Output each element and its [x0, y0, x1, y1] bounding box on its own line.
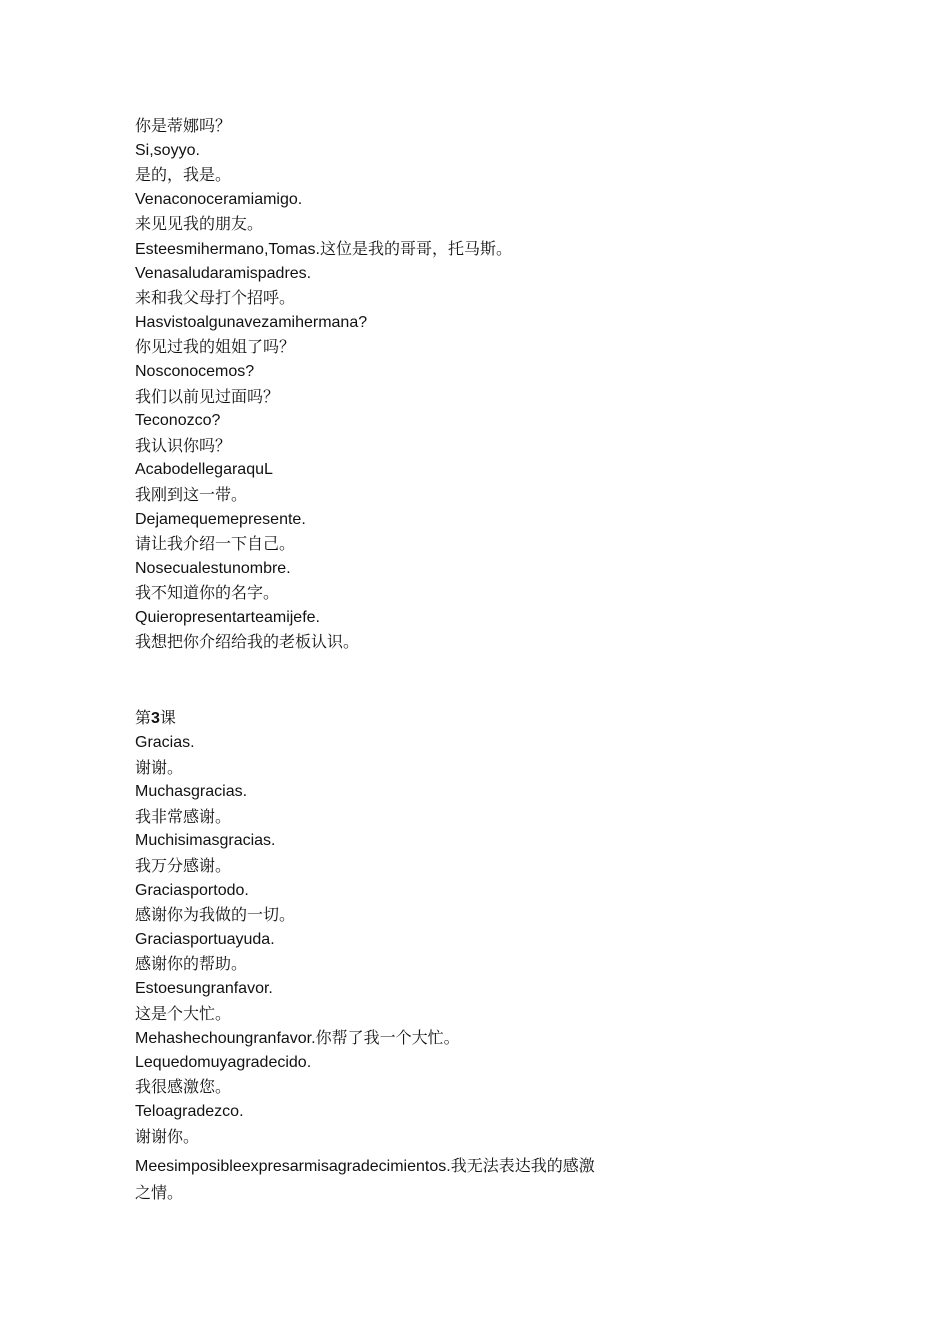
- phrase-zh: 我想把你介绍给我的老板认识。: [135, 632, 360, 652]
- phrase-mixed: [135, 1026, 605, 1051]
- lesson-number: 3: [151, 710, 160, 728]
- phrase-zh: 你帮了我一个大忙。: [315, 1028, 460, 1048]
- phrase-zh: 是的，我是。: [135, 165, 232, 185]
- phrase-zh: 感谢你为我做的一切。: [135, 905, 296, 925]
- phrase-es: Meesimposibleexpresarmisagradecimientos.: [135, 1158, 451, 1176]
- phrase-zh: 我不知道你的名字。: [135, 583, 280, 603]
- phrase-zh: 来和我父母打个招呼。: [135, 288, 296, 308]
- phrase-es: Quieropresentarteamijefe.: [135, 608, 320, 626]
- phrase-es: Nosecualestunombre.: [135, 559, 291, 577]
- phrase-es: Dejamequemepresente.: [135, 510, 306, 528]
- phrase-zh: 我们以前见过面吗？: [135, 386, 280, 406]
- phrase-zh: 这位是我的哥哥，托马斯。: [319, 238, 512, 258]
- phrase-zh: 我认识你吗？: [135, 435, 232, 455]
- phrase-es: Graciasportuayuda.: [135, 930, 275, 948]
- document-body: [135, 114, 605, 1205]
- phrase-mixed-wrapped: [135, 1153, 605, 1205]
- section-spacer: [135, 655, 605, 704]
- phrase-es: AcabodellegaraquL: [135, 461, 273, 479]
- phrase-zh: 我无法表达我的感激之情。: [135, 1156, 595, 1202]
- phrase-zh: 我非常感谢。: [135, 806, 232, 826]
- phrase-zh: 谢谢你。: [135, 1126, 200, 1146]
- phrase-es: Lequedomuyagradecido.: [135, 1053, 312, 1071]
- phrase-zh: 我刚到这一带。: [135, 484, 248, 504]
- phrase-es: Nosconocemos?: [135, 362, 255, 380]
- phrase-zh: 你是蒂娜吗？: [135, 116, 232, 135]
- phrase-es: Teloagradezco.: [135, 1102, 244, 1120]
- phrase-es: Venasaludaramispadres.: [135, 264, 312, 282]
- phrase-es: Teconozco?: [135, 412, 221, 430]
- phrase-zh: 这是个大忙。: [135, 1003, 232, 1023]
- phrase-es: Estoesungranfavor.: [135, 980, 273, 997]
- phrase-zh: 我万分感谢。: [135, 856, 232, 876]
- phrase-mixed: [135, 237, 605, 262]
- phrase-es: Hasvistoalgunavezamihermana?: [135, 313, 368, 331]
- phrase-zh: 请让我介绍一下自己。: [135, 534, 296, 554]
- phrase-es: Esteesmihermano,Tomas.: [135, 240, 320, 258]
- phrase-es: Venaconoceramiamigo.: [135, 190, 303, 208]
- phrase-zh: 来见见我的朋友。: [135, 214, 264, 234]
- phrase-zh: 你见过我的姐姐了吗？: [135, 337, 296, 357]
- phrase-es: Graciasportodo.: [135, 881, 249, 899]
- phrase-es: Gracias.: [135, 734, 195, 752]
- phrase-es: Si,soyyo.: [135, 141, 200, 159]
- phrase-es: Muchasgracias.: [135, 783, 248, 801]
- lesson-heading: [135, 704, 605, 731]
- phrase-zh: 我很感激您。: [135, 1077, 232, 1097]
- lesson-suffix: 课: [159, 708, 176, 728]
- lesson-prefix: 第: [135, 708, 152, 728]
- phrase-zh: 谢谢。: [135, 757, 184, 777]
- phrase-es: Muchisimasgracias.: [135, 832, 276, 850]
- phrase-zh: 感谢你的帮助。: [135, 954, 248, 974]
- phrase-es: Mehashechoungranfavor.: [135, 1030, 316, 1048]
